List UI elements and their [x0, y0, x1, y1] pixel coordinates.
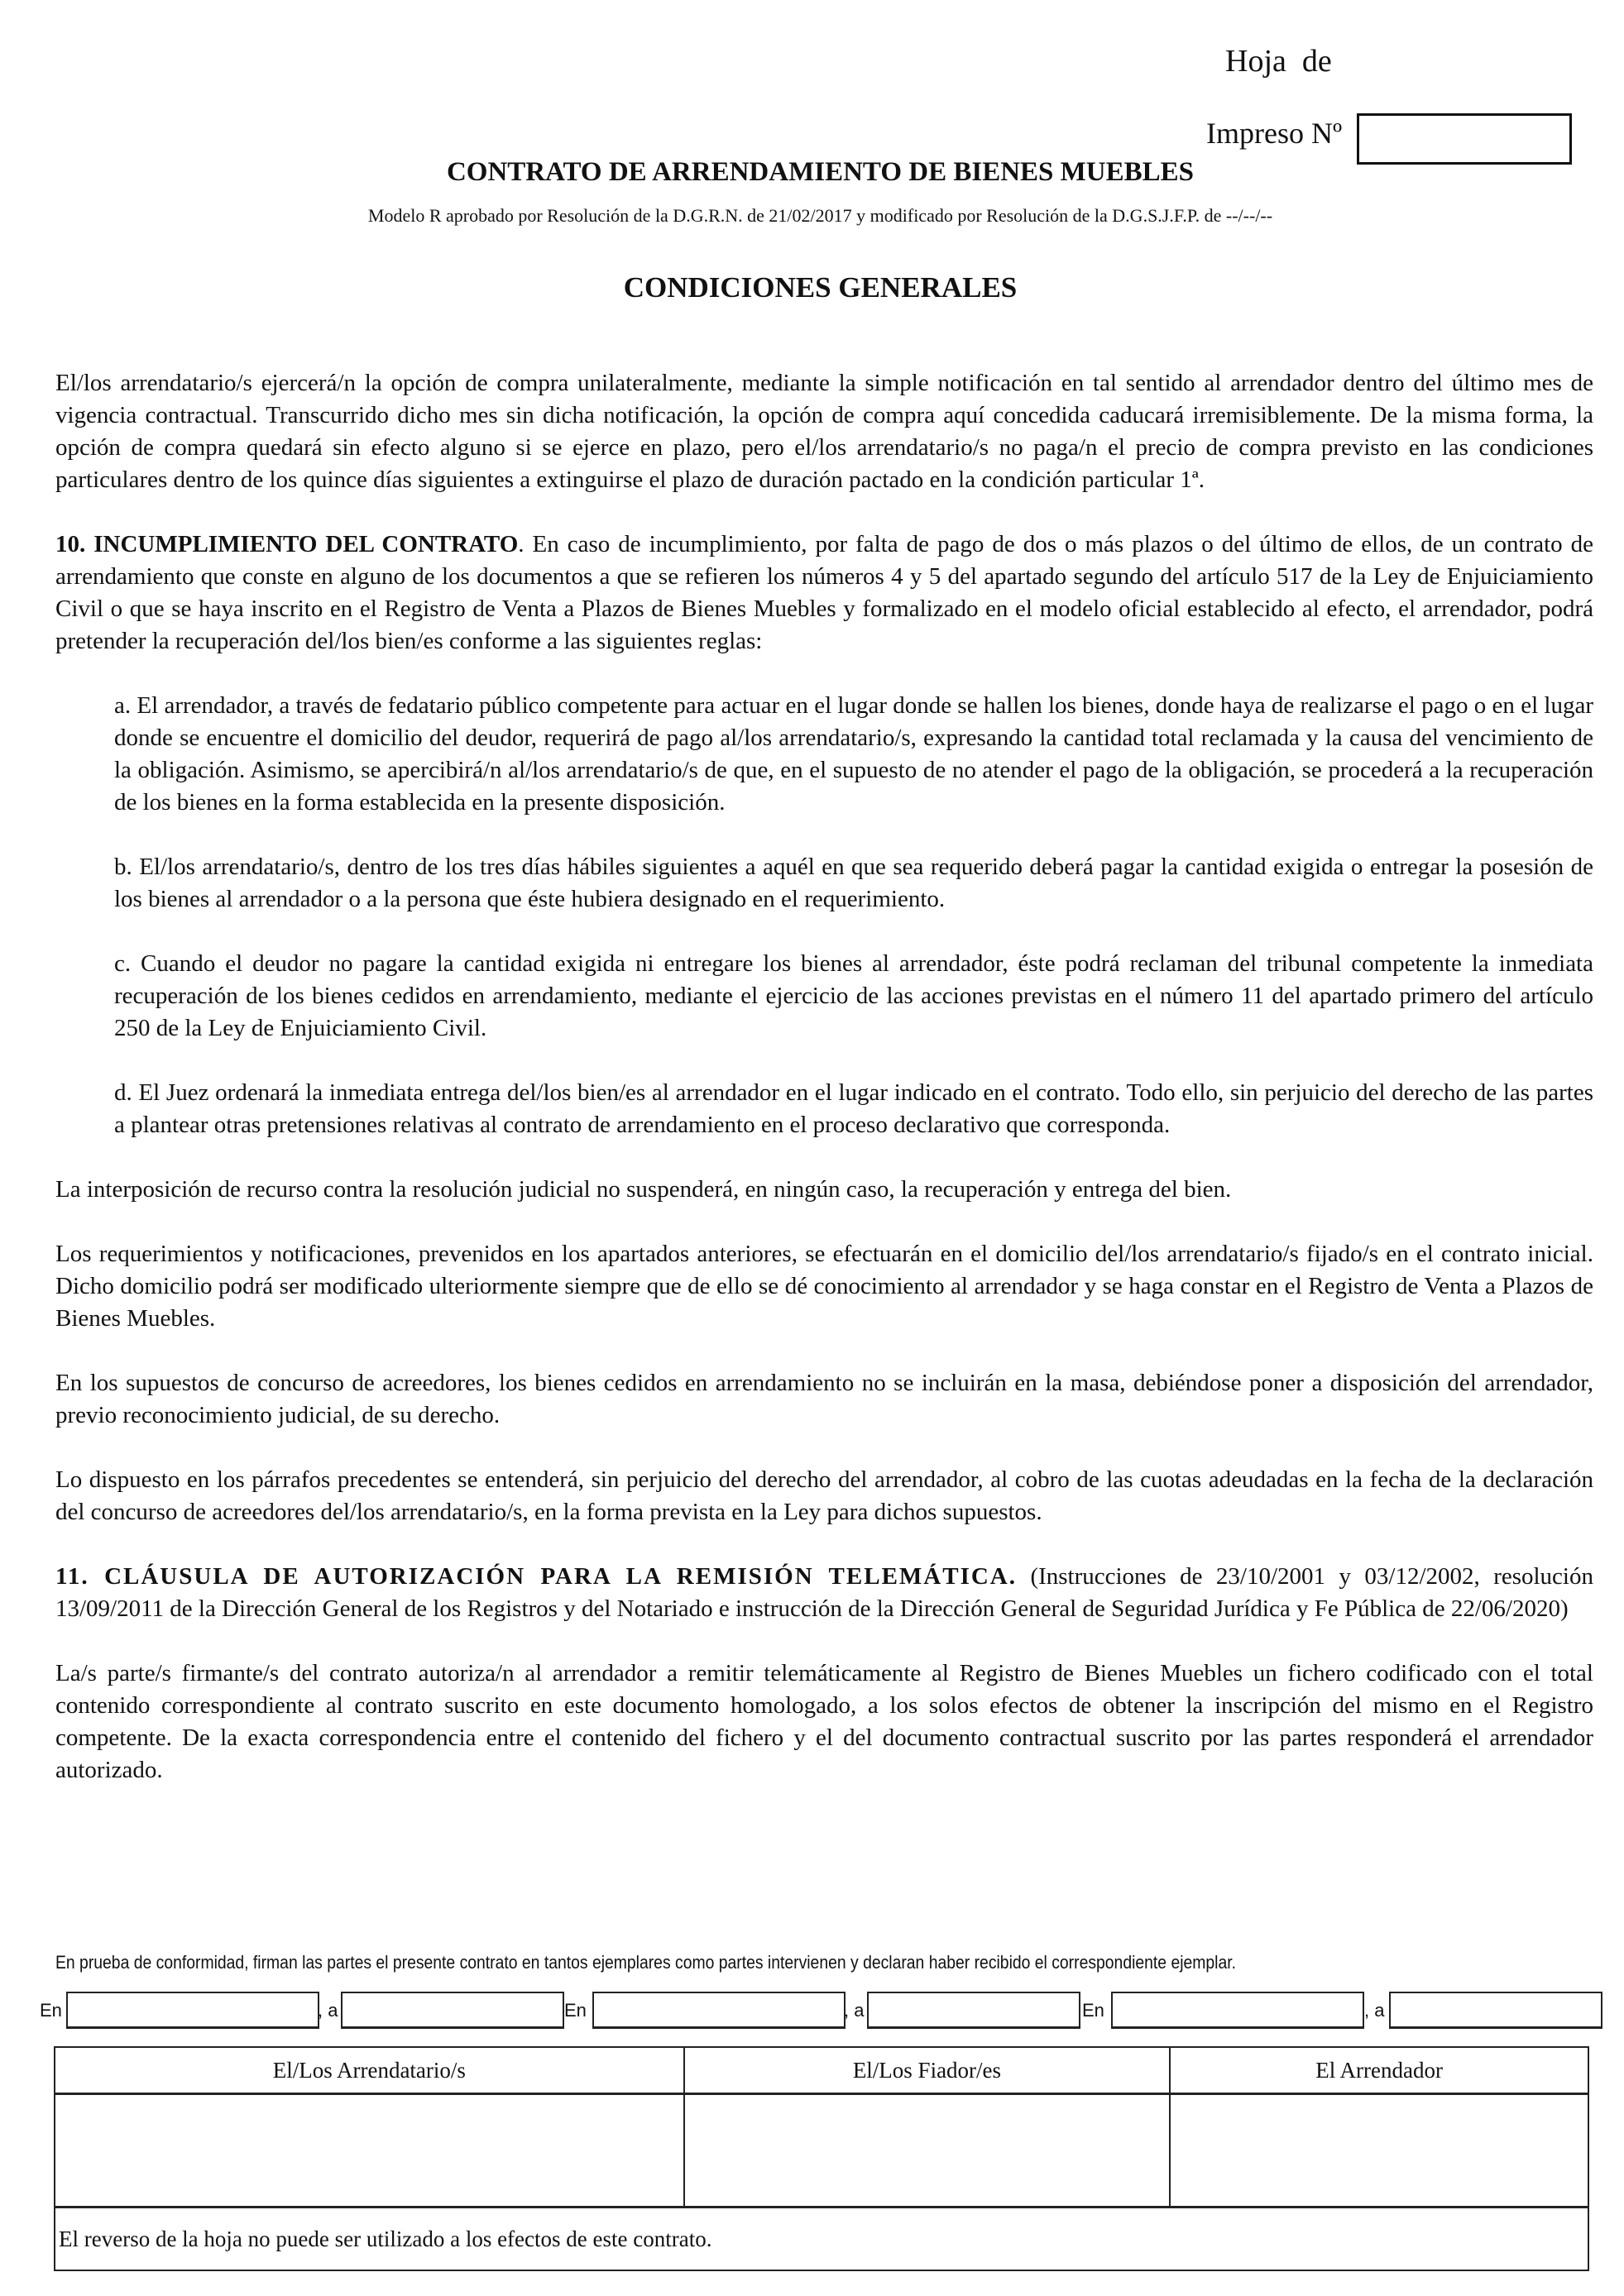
- signature-box-lessor[interactable]: [1170, 2094, 1588, 2208]
- signature-box-lessee[interactable]: [55, 2094, 684, 2208]
- form-number-label: Impreso Nº: [1206, 117, 1343, 150]
- clause-10-text: . En caso de incumplimiento, por falta de pago de dos o más plazos o del último de ellos, de un contrato de arrendamiento que conste en alguno de los documentos a que se refieren los números 4 y 5 del apartado segundo del artículo 517 de la Ley de Enjuiciamiento Civil o que se haya inscrito en el Registro de Venta a Plazos de Bienes Muebles y formalizado en el modelo oficial establecido al efecto, el arrendador, podrá pretender la recuperación del/los bien/es conforme a las siguientes reglas:: [55, 531, 1593, 654]
- place-label-2: En: [564, 2000, 587, 2021]
- reverse-side-note: El reverso de la hoja no puede ser utilizado a los efectos de este contrato.: [55, 2208, 1588, 2271]
- date-label-2: , a: [844, 2000, 865, 2021]
- clause-11: [55, 1561, 1593, 1625]
- appeal-paragraph: La interposición de recurso contra la resolución judicial no suspenderá, en ningún caso, la recuperación y entrega del bien.: [55, 1176, 1232, 1203]
- date-field-1[interactable]: [341, 1992, 564, 2029]
- date-label-1: , a: [318, 2000, 338, 2021]
- sheet-number-label: Hoja de: [1225, 44, 1332, 79]
- contract-body: [55, 367, 1593, 1819]
- insolvency-paragraph: En los supuestos de concurso de acreedores, los bienes cedidos en arrendamiento no se incluirán en la masa, debiéndose poner a disposición del arrendador, previo reconocimiento judicial, de su derecho.: [55, 1370, 1593, 1428]
- rule-d: d. El Juez ordenará la inmediata entrega del/los bien/es al arrendador en el lugar indicado en el contrato. Todo ello, sin perjuicio del derecho de las partes a plantear otras pretensiones relativas al contrato de arrendamiento en el proceso declarativo que corresponda.: [114, 1079, 1593, 1138]
- date-label-3: , a: [1364, 2000, 1385, 2021]
- clause-11-text: (Instrucciones de 23/10/2001 y 03/12/2002, resolución 13/09/2011 de la Dirección General de los Registros y del Notariado e instrucción de la Dirección General de Seguridad Jurídica y Fe Pública de 22/06/2020): [55, 1563, 1593, 1622]
- signature-table: [54, 2046, 1589, 2271]
- provisions-paragraph: Lo dispuesto en los párrafos precedentes se entenderá, sin perjuicio del derecho del arrendador, al cobro de las cuotas adeudadas en la fecha de la declaración del concurso de acreedores del/los arrendatario/s, en la forma prevista en la Ley para dichos supuestos.: [55, 1466, 1593, 1525]
- section-title: CONDICIONES GENERALES: [623, 271, 1018, 304]
- clause-10: [55, 529, 1593, 658]
- date-field-3[interactable]: [1389, 1992, 1602, 2029]
- column-header-lessor: El Arrendador: [1170, 2047, 1588, 2094]
- place-field-2[interactable]: [592, 1992, 846, 2029]
- purchase-option-paragraph: El/los arrendatario/s ejercerá/n la opción de compra unilateralmente, mediante la simple notificación en tal sentido al arrendador dentro del último mes de vigencia contractual. Transcurrido dicho mes sin dicha notificación, la opción de compra aquí concedida caducará irremisiblemente. De la misma forma, la opción de compra quedará sin efecto alguno si se ejerce en plazo, pero el/los arrendatario/s no paga/n el precio de compra previsto en las condiciones particulares dentro de los quince días siguientes a extinguirse el plazo de duración pactado en la condición particular 1ª.: [55, 370, 1593, 493]
- telematic-paragraph: La/s parte/s firmante/s del contrato autoriza/n al arrendador a remitir telemáticamente al Registro de Bienes Muebles un fichero codificado con el total contenido correspondiente al contrato suscrito en este documento homologado, a los solos efectos de obtener la inscripción del mismo en el Registro competente. De la exacta correspondencia entre el contenido del fichero y el del documento contractual suscrito por las partes responderá el arrendador autorizado.: [55, 1660, 1593, 1783]
- place-field-1[interactable]: [66, 1992, 319, 2029]
- signature-box-guarantor[interactable]: [684, 2094, 1171, 2208]
- place-label-3: En: [1082, 2000, 1104, 2021]
- model-approval-note: Modelo R aprobado por Resolución de la D.G.R.N. de 21/02/2017 y modificado por Resolución de la D.G.S.J.F.P. de --/--/--: [367, 205, 1273, 226]
- date-field-2[interactable]: [867, 1992, 1080, 2029]
- rule-a: a. El arrendador, a través de fedatario público competente para actuar en el lugar donde se hallen los bienes, donde haya de realizarse el pago o en el lugar donde se encuentre el domicilio del deudor, requerirá de pago al/los arrendatario/s, expresando la cantidad total reclamada y la causa del vencimiento de la obligación. Asimismo, se apercibirá/n al/los arrendatario/s de que, en el supuesto de no atender el pago de la obligación, se procederá a la recuperación de los bienes en la forma establecida en la presente disposición.: [114, 692, 1593, 816]
- conformity-statement: En prueba de conformidad, firman las partes el presente contrato en tantos ejemplares como partes intervienen y declaran haber recibido el correspondiente ejemplar.: [55, 1952, 1237, 1973]
- rule-b: b. El/los arrendatario/s, dentro de los tres días hábiles siguientes a aquél en que sea requerido deberá pagar la cantidad exigida o entregar la posesión de los bienes al arrendador o a la persona que éste hubiera designado en el requerimiento.: [114, 854, 1593, 912]
- clause-10-heading: 10. INCUMPLIMIENTO DEL CONTRATO: [55, 531, 519, 557]
- column-header-guarantor: El/Los Fiador/es: [684, 2047, 1171, 2094]
- place-field-3[interactable]: [1111, 1992, 1364, 2029]
- rule-c: c. Cuando el deudor no pagare la cantidad exigida ni entregare los bienes al arrendador, éste podrá reclaman del tribunal competente la inmediata recuperación de los bienes cedidos en arrendamiento, mediante el ejercicio de las acciones previstas en el número 11 del apartado primero del artículo 250 de la Ley de Enjuiciamiento Civil.: [114, 950, 1593, 1041]
- clause-11-heading: 11. CLÁUSULA DE AUTORIZACIÓN PARA LA REMISIÓN TELEMÁTICA.: [55, 1563, 1018, 1590]
- document-title: CONTRATO DE ARRENDAMIENTO DE BIENES MUEBLES: [446, 157, 1195, 187]
- place-label-1: En: [40, 2000, 62, 2021]
- notifications-paragraph: Los requerimientos y notificaciones, prevenidos en los apartados anteriores, se efectuarán en el domicilio del/los arrendatario/s fijado/s en el contrato inicial. Dicho domicilio podrá ser modificado ulteriormente siempre que de ello se dé conocimiento al arrendador y se haga constar en el Registro de Venta a Plazos de Bienes Muebles.: [55, 1241, 1593, 1332]
- column-header-lessee: El/Los Arrendatario/s: [55, 2047, 684, 2094]
